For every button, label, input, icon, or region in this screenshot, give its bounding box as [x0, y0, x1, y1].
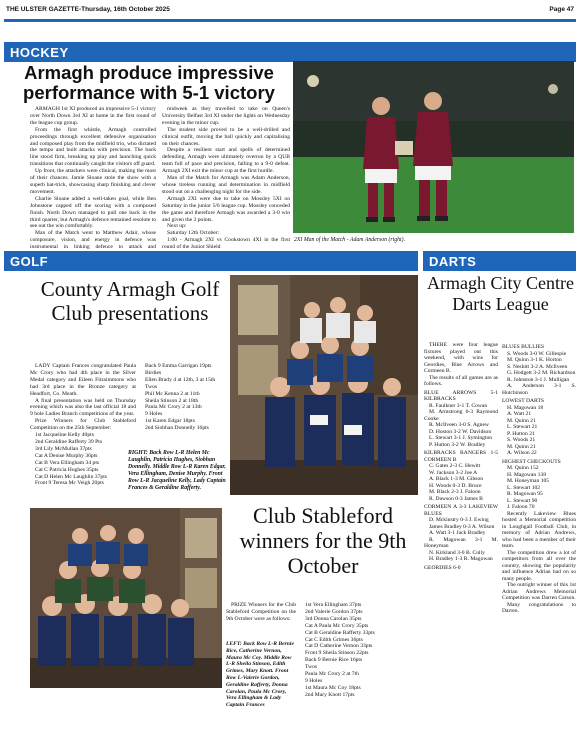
paragraph: N. Kirkland 3-0 B. Cully [429, 549, 485, 556]
paragraph: 3rd Lily McMullan 37pts [35, 445, 92, 452]
paragraph: 1st Jacqueline Kelly 40pts [35, 432, 94, 439]
paragraph: 1:00 - Armagh 2XI vs Cookstown 4XI in the first round of the Junior Shield [162, 237, 290, 251]
paragraph: Saturday 12th October: [167, 230, 220, 237]
golf-photo-right [230, 275, 418, 495]
paragraph: Man of the Match for Armagh was Adam Anderson, whose tireless running and determination in midfield stood out on a challenging night for the side. [162, 175, 290, 195]
section-golf: GOLF [4, 251, 418, 271]
golf-caption-left: LEFT: Back Row L-R Bernie Rice, Catherine Vernon, Maura Mc Coy. Middle Row L-R Sheila Stinson, Edith Grimes, Mary Knott. Front Row L-Valerie Gordon, Geraldine Rafferty, Donna Carolan, Paula Mc Crory, Vera Ellingham & Lady Captain Frances [226, 641, 294, 709]
darts-headline: Armagh City Centre Darts League [427, 273, 574, 314]
paragraph: 1st Vera Ellingham 37pts [305, 602, 362, 608]
paragraph: G. Hodgett 3-2 M. Richardson [507, 370, 576, 376]
paragraph: 2nd Siobhan Donnelly 16pts [145, 425, 209, 432]
paragraph: 3rd Donna Carolan 35pts [305, 615, 362, 622]
paragraph: Next up: [167, 223, 187, 230]
paragraph: midweek as they travelled to take on Queen's University Belfast 3rd XI under the lights on Wednesday evening in the minor cup. [162, 106, 290, 126]
page-number: Page 47 [549, 6, 574, 13]
paragraph: HIGHEST CHECKOUTS [502, 458, 561, 465]
paragraph: Sheila Stinson 2 at 18th [145, 397, 199, 404]
paragraph: Up front, the attackers were clinical, making the most of their chances. Jamie Sloane stole the show with a superb hat-trick, showcasing sharp finishing and clever movement. [30, 168, 156, 195]
paragraph: A. Anderson 3-1 S. Hutchinson [502, 383, 576, 396]
paragraph: GEORDIES 6-0 [424, 564, 461, 571]
paragraph: A. Watt 3-1 Jack Bradley [429, 530, 486, 536]
paragraph: Recently Lakeview Blues hosted a Memorial competition in Loughgall Football Club, in memory of Adrian Andrews, who had been a member of their team. [502, 510, 576, 549]
paragraph: Cat B Geraldine Rafferty 33pts [305, 629, 375, 636]
masthead-rule [4, 19, 576, 22]
paragraph: Despite a resilient start and spells of determined defending, Armagh were ultimately overrun by a QUB team full of pace and precision, falling to a 9-0 defeat. Armagh 2XI exit the minor cup at the first hurdle. [162, 147, 290, 175]
paragraph: Back 9 Bernie Rice 16pts [305, 657, 363, 664]
paragraph: M. Quinn 152 [507, 465, 539, 471]
paragraph: W. Jackson 3-2 Joe A [429, 469, 478, 476]
paragraph: A. Black 1-3 M. Gibson [429, 476, 484, 482]
golf-col2-body [140, 363, 228, 432]
paragraph: 1st Karen Edgar 18pts [145, 418, 195, 425]
darts-column-1 [424, 342, 498, 571]
darts-col2-body [502, 344, 576, 615]
paragraph: LADY Captain Frances congratulated Paula Mc Crory who had 4th place in the Silver Medal category and Eileen Fitzsimmons who had 3rd place in the Bronze category at Headfort, Co. Meath. [30, 363, 136, 397]
paragraph: 2nd Valerie Gordon 37pts [305, 608, 363, 615]
paragraph: S. Woods 3-0 W. Gillespie [507, 350, 567, 357]
paragraph: D. Hoston 3-2 W. Davidson [429, 428, 492, 435]
paragraph: Cat B Vera Ellingham 34 pts [35, 459, 100, 466]
paragraph: M. Honeyman 105 [507, 478, 550, 484]
golf-column-1 [30, 363, 136, 487]
golf-column-2 [140, 363, 228, 432]
paragraph: THERE were four league fixtures played out this weekend, with wins for Geordies, Blue Arrows and Cormeen B. [424, 342, 498, 374]
paragraph: H. Magowan 18 [507, 404, 544, 411]
paragraph: P. Hutton 21 [507, 430, 535, 437]
hockey-photo [293, 61, 574, 233]
paragraph: R. McIlveen 3-0 S. Agnew [429, 422, 489, 428]
golf-photo-left-image [30, 508, 222, 688]
hockey-col2-body [162, 106, 290, 251]
paragraph: Phil Mc Kenna 2 at 11th [145, 390, 200, 397]
paragraph: Cat C Patricia Hughes 35pts [35, 466, 99, 473]
paragraph: Back 9 Emma Garrigan 19pts [145, 363, 212, 369]
golf-col1-body [30, 363, 136, 487]
hockey-column-1 [30, 106, 156, 265]
paragraph: L. Stewart 3-1 J. Symington [429, 435, 493, 441]
paragraph: Ellen Brady 4 at 12th, 3 at 15th [145, 376, 216, 383]
paragraph: BLUE ARROWS 5-1 KILBRACKS [424, 389, 498, 402]
golf-caption-right: RIGHT: Back Row L-R Helen Mc Laughlin, Patricia Hughes, Siobhan Donnelly. Middle Row L-R Karen Edgar, Vera Ellingham, Denise Murphy. Front Row L-R Jacqueline Kelly, Lady Captain Frances & Geraldine Rafferty. [128, 450, 226, 491]
paragraph: Birdies [145, 369, 162, 376]
paragraph: 1st Maura Mc Coy 18pts [305, 684, 361, 691]
paragraph: L. Stewart 102 [507, 484, 541, 491]
paragraph: L. Stewart 90 [507, 497, 538, 504]
paragraph: ARMAGH 1st XI produced an impressive 5-1 victory over North Down 3rd XI at home in the first round of the league cup group. [30, 106, 156, 126]
paragraph: Armagh 2XI were due to take on Mossley 5XI on Saturday in the junior 5/6 league cup. Mossley conceded the game and therefore Armagh was awarded a 3-0 win and given the 3 points. [162, 195, 290, 223]
masthead [4, 6, 576, 18]
paragraph: 2nd Mary Knott 17pts [305, 691, 355, 698]
paragraph: H. Magowan 138 [507, 471, 546, 478]
paragraph: Front 9 Teresa Mc Veigh 20pts [35, 480, 104, 487]
hockey-caption: 2XI Man of the Match - Adam Anderson (right). [294, 237, 406, 243]
stableford-col2-body [300, 602, 418, 699]
paragraph: Many congratulations to Darren. [502, 601, 576, 614]
masthead-title: THE ULSTER GAZETTE-Thursday, 16th October 2025 [6, 6, 170, 13]
hockey-headline: Armagh produce impressive performance with 5-1 victory [23, 62, 275, 103]
stableford-col1-body [226, 602, 296, 623]
paragraph: Twos [305, 664, 318, 671]
paragraph: Front 9 Sheila Stinson 22pts [305, 650, 369, 657]
golf-photo-right-image [230, 275, 418, 495]
paragraph: Man of the Match went to Matthew Adair, whose composure, vision, and energy in defence was instrumental in linking defence to attack and [30, 230, 156, 251]
golf-photo-left [30, 508, 222, 688]
paragraph: M. Quinn 21 [507, 443, 536, 450]
paragraph: A. Wilson 22 [507, 450, 537, 456]
paragraph: C. Gates 2-3 C. Hewitt [429, 463, 481, 469]
paragraph: Cat D Helen Mc Laughlin 37pts [35, 473, 107, 480]
hockey-photo-image [293, 61, 574, 233]
paragraph: KILBRACKS RANGERS 1-5 CORMEEN B [424, 450, 498, 463]
paragraph: R. Magowan 3-1 M. Honeyman [424, 536, 498, 549]
paragraph: 2nd Geraldine Rafferty 39 Pts [35, 438, 103, 445]
paragraph: The outright winner of this 1st Adrian Andrews Memorial Competition was Darren Carson. [502, 582, 576, 601]
paragraph: From the first whistle, Armagh controlled proceedings through excellent defensive organisation and composed play from the midfield trio, who dictated the tempo and built attacks with precision. The back line stood firm, breaking up play and launching quick transitions that continually caught the visitors off guard. [30, 126, 156, 168]
paragraph: Cat D Catherine Vernon 33pts [305, 643, 373, 650]
paragraph: M. Quinn 3-1 K. Horton [507, 357, 562, 363]
paragraph: L. Stewart 21 [507, 424, 538, 430]
paragraph: LOWEST DARTS [502, 398, 544, 404]
stableford-column-1 [226, 602, 296, 623]
paragraph: M. Armstrong 0-3 Raymond Cooke [424, 409, 498, 422]
paragraph: 9 Holes [305, 677, 323, 684]
section-darts: DARTS [423, 251, 576, 271]
paragraph: The results of all games are as follows. [424, 374, 498, 387]
paragraph: Cat A Denise Murphy 36pts [35, 452, 98, 459]
paragraph: BLUES BULLIES [502, 344, 545, 350]
golf-headline: County Armagh Golf Club presentations [40, 277, 220, 325]
paragraph: Cat A Paula Mc Crory 35pts [305, 622, 369, 629]
stableford-headline: Club Stableford winners for the 9th October [239, 503, 407, 578]
hockey-col1-body [30, 106, 156, 265]
paragraph: Prize Winners for Club Stableford Competition on the 25th September: [30, 418, 136, 432]
paragraph: M. Quinn 21 [507, 417, 536, 424]
paragraph: R. Magowan 95 [507, 491, 543, 497]
paragraph: The student side proved to be a well-drilled and clinical outfit, moving the ball quickly and capitalising on their chances. [162, 126, 290, 147]
paragraph: Charlie Sloane added a well-taken goal, while Ben Johnstone capped off the scoring with a composed finish. North Down managed to pull one back in the third quarter, but Armagh's defence remained resolute to see out the win comfortably. [30, 195, 156, 230]
paragraph: The competition drew a lot of competitors from all over the country, showing the popularity and influence Adrian had on so many people. [502, 549, 576, 582]
paragraph: H. Bradley 1-3 R. Magowan [429, 556, 493, 562]
paragraph: M. Black 2-3 J. Faloon [429, 489, 481, 495]
paragraph: PRIZE Winners for the Club Stableford Competition on the 9th October were as follows: [226, 602, 296, 622]
paragraph: CORMEEN A 3-3 LAKEVIEW BLUES [424, 504, 498, 517]
paragraph: A. Watt 21 [507, 411, 532, 417]
paragraph: Paula Mc Crory 2 at 13th [145, 404, 202, 411]
paragraph: S. Nesbitt 3-2 A. McIlveen [507, 363, 568, 370]
paragraph: James Bradley 0-3 A. Wilson [429, 523, 495, 530]
paragraph: P. Hutton 3-2 W. Bradley [429, 441, 486, 448]
paragraph: J. Faloon 70 [507, 504, 535, 510]
stableford-column-2 [300, 602, 418, 699]
paragraph: 9 Holes [145, 411, 163, 418]
hockey-column-2 [162, 106, 290, 251]
paragraph: Cat C Edith Grimes 36pts [305, 636, 363, 643]
paragraph: S. Woods 21 [507, 437, 536, 443]
paragraph: Paula Mc Crory 2 at 7th [305, 671, 359, 678]
paragraph: R. Dawson 0-3 James B [429, 495, 483, 502]
paragraph: H. Woods 0-3 D. Bruce [429, 482, 482, 489]
paragraph: Twos [145, 383, 158, 390]
paragraph: D. Mckinstry 0-3 J. Ewing [429, 517, 489, 523]
darts-column-2 [502, 342, 576, 615]
paragraph: A final presentation was held on Thursday evening which was also the last official 18 and 9 hole Ladies Branch competitions of the year. [30, 397, 136, 418]
paragraph: R. Johnston 3-1 J. Mulligan [507, 376, 570, 383]
darts-col1-body [424, 342, 498, 571]
section-hockey: HOCKEY [4, 42, 576, 62]
paragraph: R. Faulkner 3-1 T. Cowan [429, 402, 488, 409]
